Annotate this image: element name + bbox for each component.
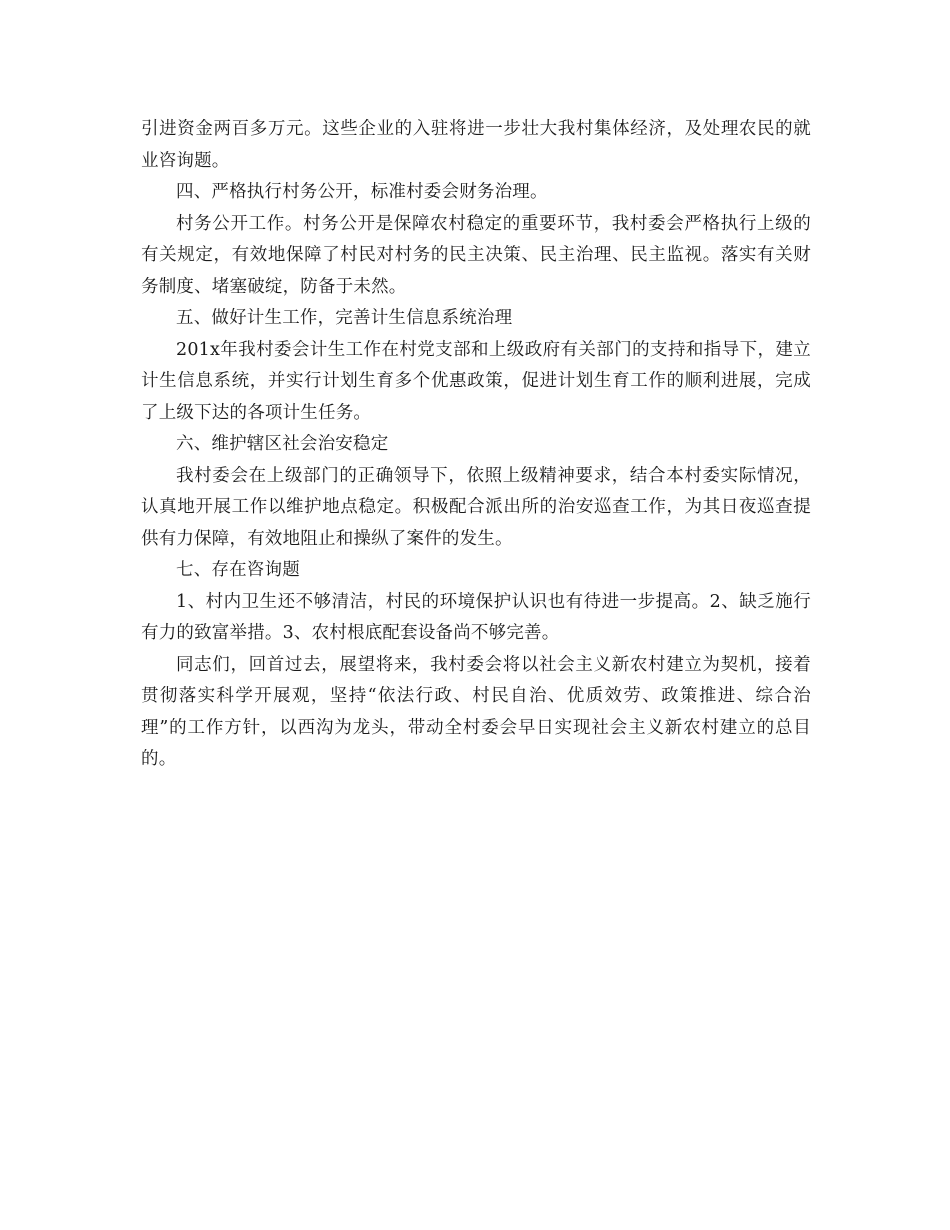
paragraph-continuation: 引进资金两百多万元。这些企业的入驻将进一步壮大我村集体经济，及处理农民的就业咨询题。 (141, 119, 811, 171)
section-heading-5: 五、做好计生工作，完善计生信息系统治理 (176, 308, 513, 328)
paragraph-conclusion: 同志们，回首过去，展望将来，我村委会将以社会主义新农村建立为契机，接着贯彻落实科学开展观，坚持“依法行政、村民自治、优质效劳、政策推进、综合治理”的工作方针，以西沟为龙头，带动全村委会早日实现社会主义新农村建立的总目的。 (141, 654, 811, 769)
section-heading-6: 六、维护辖区社会治安稳定 (176, 434, 389, 454)
section-heading-4: 四、严格执行村务公开，标准村委会财务治理。 (176, 182, 548, 202)
paragraph-existing-problems: 1、村内卫生还不够清洁，村民的环境保护认识也有待进一步提高。2、缺乏施行有力的致富举措。3、农村根底配套设备尚不够完善。 (141, 591, 811, 643)
paragraph-public-security: 我村委会在上级部门的正确领导下，依照上级精神要求，结合本村委实际情况，认真地开展工作以维护地点稳定。积极配合派出所的治安巡查工作，为其日夜巡查提供有力保障，有效地阻止和操纵了案件的发生。 (141, 465, 811, 549)
paragraph-family-planning: 201x年我村委会计生工作在村党支部和上级政府有关部门的支持和指导下，建立计生信息系统，并实行计划生育多个优惠政策，促进计划生育工作的顺利进展，完成了上级下达的各项计生任务。 (141, 339, 811, 423)
document-body (141, 114, 811, 776)
paragraph-village-affairs: 村务公开工作。村务公开是保障农村稳定的重要环节，我村委会严格执行上级的有关规定，有效地保障了村民对村务的民主决策、民主治理、民主监视。落实有关财务制度、堵塞破绽，防备于未然。 (141, 213, 811, 297)
section-heading-7: 七、存在咨询题 (176, 560, 300, 580)
